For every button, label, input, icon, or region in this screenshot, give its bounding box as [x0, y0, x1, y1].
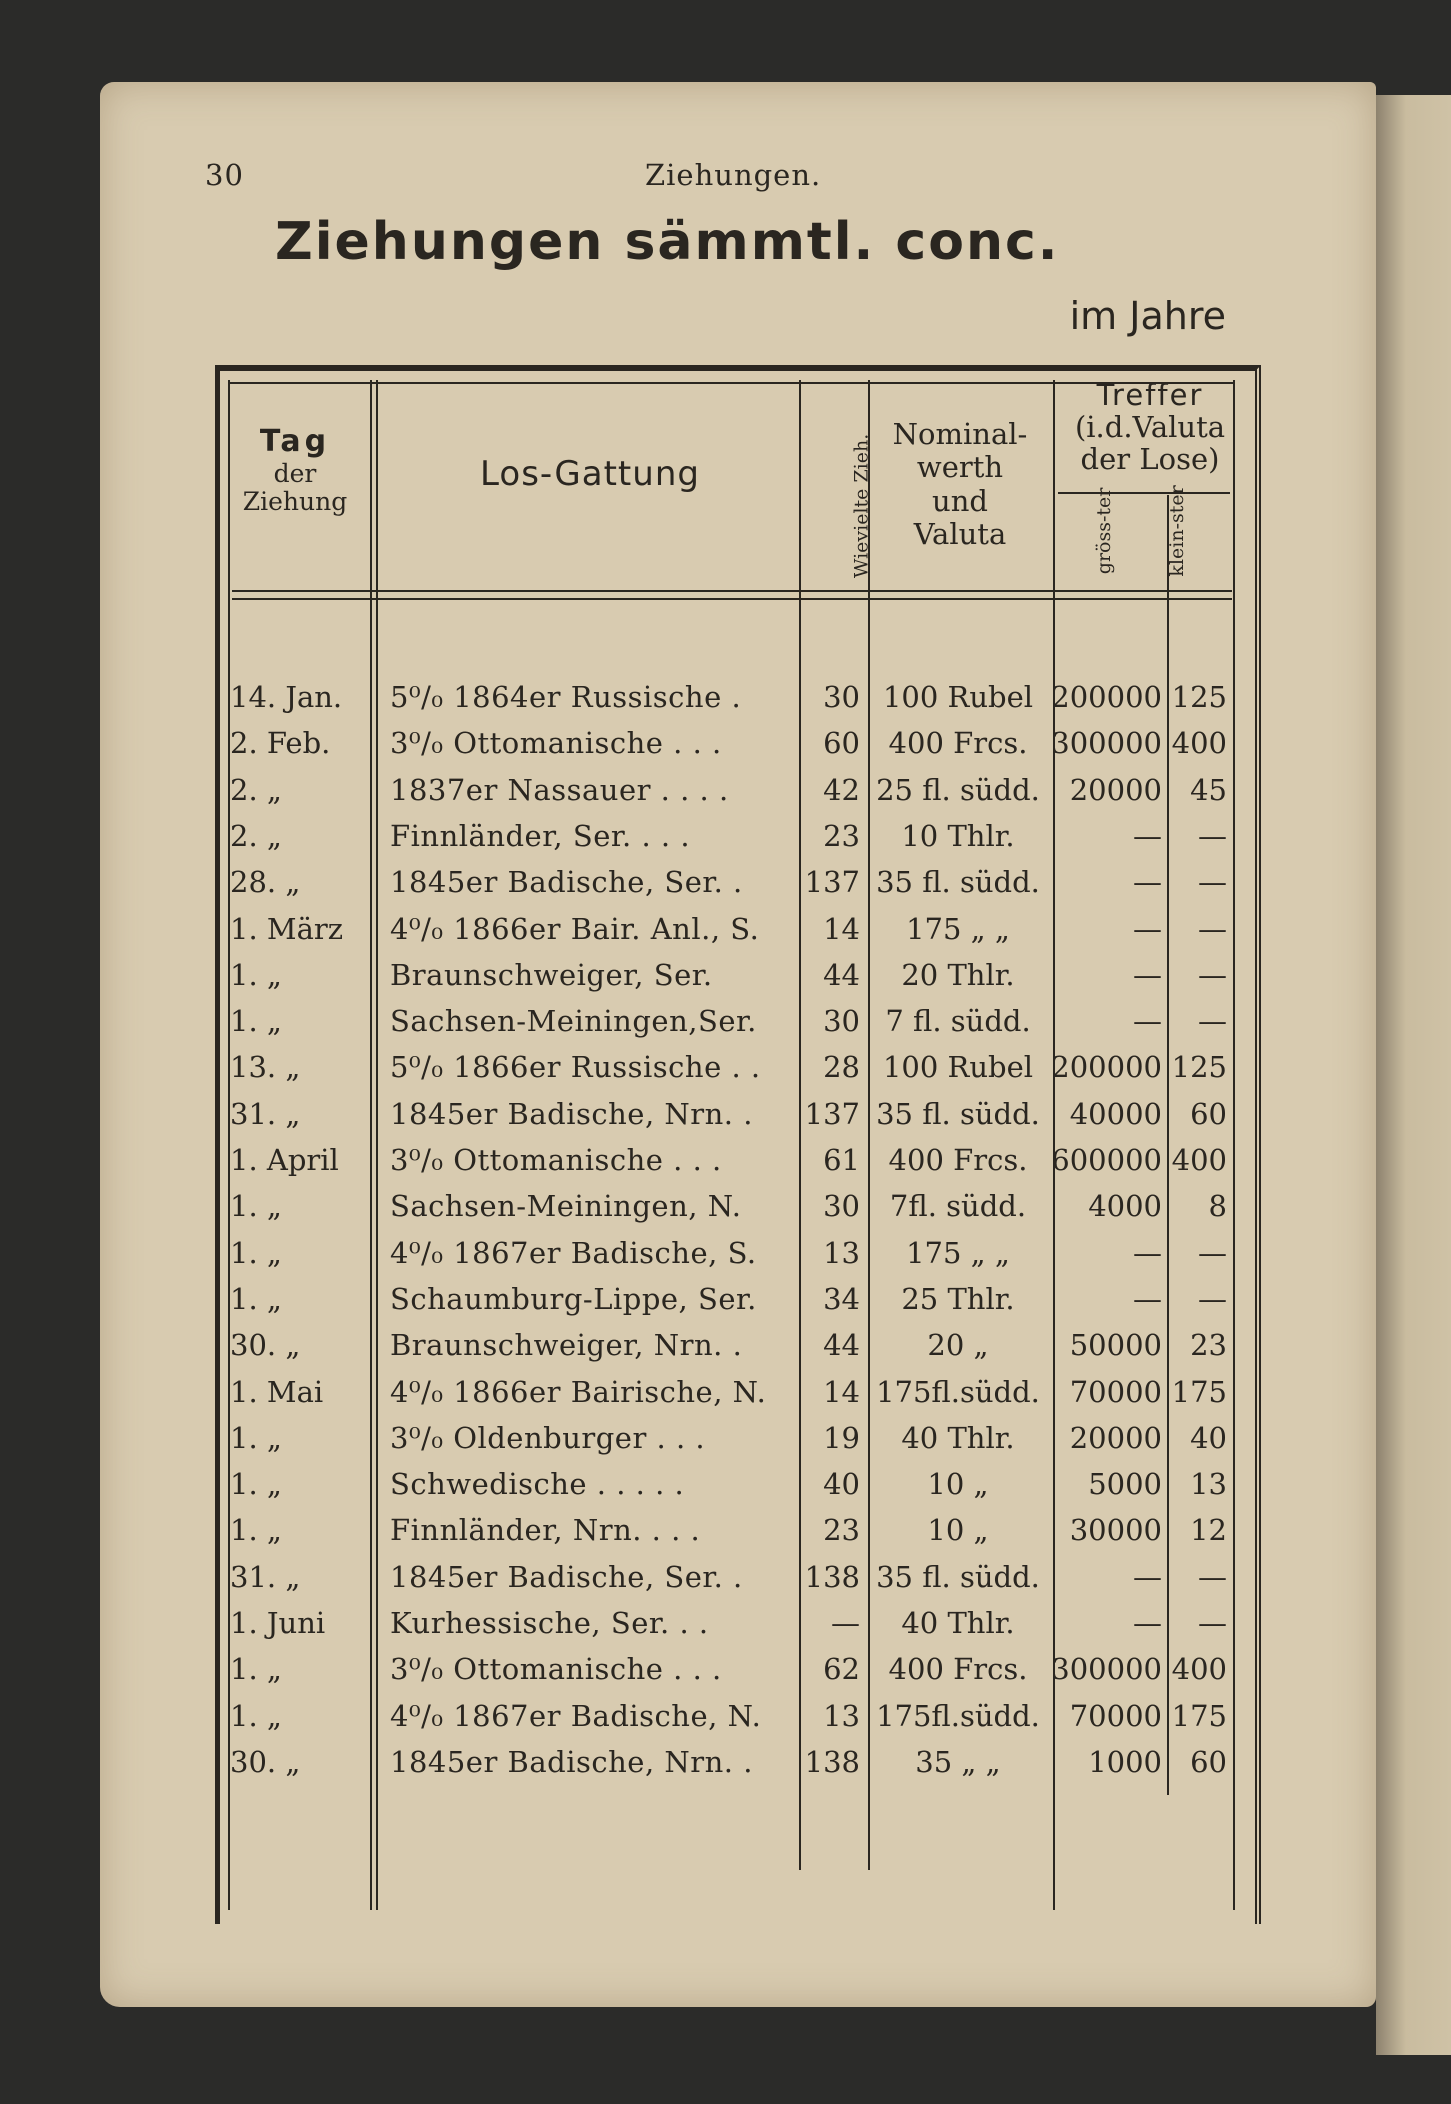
nominal-cell: 175fl.südd. [876, 1374, 1040, 1409]
los-cell: 4⁰/₀ 1866er Bair. Anl., S. [390, 911, 760, 946]
table-row [0, 1050, 1451, 1096]
los-cell: Schaumburg-Lippe, Ser. [390, 1281, 757, 1316]
los-cell: Schwedische . . . . . [390, 1467, 685, 1502]
largest-prize-cell: — [1133, 957, 1162, 992]
date-cell: 1. April [230, 1143, 339, 1177]
header-tag [225, 425, 365, 517]
date-cell: 1. „ [230, 1513, 282, 1548]
smallest-prize-cell: — [1198, 911, 1227, 946]
los-cell: 1845er Badische, Ser. . [390, 1559, 743, 1594]
smallest-prize-cell: — [1198, 1235, 1227, 1270]
drawing-number-cell: 62 [823, 1652, 860, 1687]
largest-prize-cell: 5000 [1088, 1467, 1162, 1502]
table-row [0, 1745, 1451, 1791]
drawing-number-cell: 44 [823, 1328, 860, 1363]
date-cell: 13. „ [230, 1050, 301, 1085]
date-cell: 1. „ [230, 1467, 282, 1502]
table-row [0, 1513, 1451, 1559]
los-cell: Braunschweiger, Ser. [390, 957, 713, 992]
smallest-prize-cell: — [1198, 1004, 1227, 1039]
los-cell: Sachsen-Meiningen,Ser. [390, 1004, 757, 1039]
date-cell: 1. „ [230, 1420, 282, 1455]
row-rule [1058, 492, 1230, 494]
smallest-prize-cell: — [1198, 865, 1227, 900]
drawing-number-cell: 19 [823, 1420, 860, 1455]
table-row [0, 1143, 1451, 1189]
largest-prize-cell: 300000 [1051, 1652, 1162, 1687]
date-cell: 1. Juni [230, 1606, 326, 1640]
drawing-number-cell: 138 [804, 1744, 860, 1779]
running-head: Ziehungen. [645, 158, 822, 192]
smallest-prize-cell: 60 [1190, 1744, 1227, 1779]
los-cell: 4⁰/₀ 1867er Badische, N. [390, 1698, 762, 1733]
los-cell: Finnländer, Ser. . . . [390, 818, 691, 853]
los-cell: 5⁰/₀ 1866er Russische . . [390, 1050, 761, 1085]
drawing-number-cell: 138 [804, 1559, 860, 1594]
nominal-cell: 175 „ „ [906, 1235, 1010, 1270]
smallest-prize-cell: 175 [1171, 1698, 1227, 1733]
smallest-prize-cell: — [1198, 957, 1227, 992]
largest-prize-cell: — [1133, 1235, 1162, 1270]
nominal-cell: 7fl. südd. [889, 1189, 1027, 1224]
header-tag-l3: Ziehung [242, 487, 348, 517]
table-row [0, 1467, 1451, 1513]
los-cell: 1845er Badische, Nrn. . [390, 1096, 753, 1131]
drawing-number-cell: — [831, 1606, 860, 1640]
header-treffer-l2: (i.d.Valuta [1074, 409, 1226, 444]
header-treffer-l3: der Lose) [1080, 441, 1220, 476]
table-row [0, 1606, 1451, 1652]
smallest-prize-cell: — [1198, 1281, 1227, 1316]
nominal-cell: 40 Thlr. [901, 1606, 1015, 1640]
date-cell: 2. Feb. [230, 726, 331, 761]
smallest-prize-cell: 8 [1208, 1189, 1227, 1224]
smallest-prize-cell: 125 [1171, 1050, 1227, 1085]
smallest-prize-cell: 400 [1171, 1143, 1227, 1177]
date-cell: 31. „ [230, 1559, 301, 1594]
largest-prize-cell: — [1133, 1606, 1162, 1640]
smallest-prize-cell: — [1198, 818, 1227, 853]
page-number: 30 [205, 158, 244, 192]
header-tag-l1: Tag [259, 424, 331, 459]
largest-prize-cell: 70000 [1069, 1698, 1162, 1733]
smallest-prize-cell: 175 [1171, 1374, 1227, 1409]
smallest-prize-cell: 60 [1190, 1096, 1227, 1131]
drawing-number-cell: 30 [823, 1004, 860, 1039]
page-subtitle: im Jahre [1069, 294, 1226, 338]
nominal-cell: 400 Frcs. [888, 1652, 1028, 1687]
los-cell: 5⁰/₀ 1864er Russische . [390, 680, 742, 714]
los-cell: 3⁰/₀ Ottomanische . . . [390, 1143, 722, 1177]
largest-prize-cell: — [1133, 818, 1162, 853]
los-cell: Braunschweiger, Nrn. . [390, 1328, 743, 1363]
smallest-prize-cell: 13 [1190, 1467, 1227, 1502]
page-title: Ziehungen sämmtl. conc. [275, 212, 1060, 272]
date-cell: 1. „ [230, 1235, 282, 1270]
header-los-gattung: Los-Gattung [480, 454, 700, 494]
largest-prize-cell: — [1133, 865, 1162, 900]
drawing-number-cell: 13 [823, 1698, 860, 1733]
header-treffer [1055, 380, 1245, 476]
largest-prize-cell: — [1133, 911, 1162, 946]
largest-prize-cell: 1000 [1088, 1744, 1162, 1779]
nominal-cell: 175 „ „ [906, 911, 1010, 946]
header-kleinster: klein-ster [1166, 485, 1189, 577]
table-row [0, 1560, 1451, 1606]
largest-prize-cell: — [1133, 1281, 1162, 1316]
nominal-cell: 7 fl. südd. [885, 1004, 1031, 1039]
smallest-prize-cell: — [1198, 1606, 1227, 1640]
largest-prize-cell: 300000 [1051, 726, 1162, 761]
smallest-prize-cell: 125 [1171, 680, 1227, 714]
nominal-cell: 400 Frcs. [888, 1143, 1028, 1177]
table-row [0, 958, 1451, 1004]
drawing-number-cell: 137 [804, 865, 860, 900]
date-cell: 1. „ [230, 957, 282, 992]
table-row [0, 865, 1451, 911]
date-cell: 1. „ [230, 1698, 282, 1733]
drawing-number-cell: 13 [823, 1235, 860, 1270]
drawing-number-cell: 60 [823, 726, 860, 761]
date-cell: 1. „ [230, 1004, 282, 1039]
header-nom-l2: werth [916, 450, 1004, 485]
date-cell: 31. „ [230, 1096, 301, 1131]
largest-prize-cell: 4000 [1088, 1189, 1162, 1224]
date-cell: 28. „ [230, 865, 301, 900]
drawing-number-cell: 23 [823, 1513, 860, 1548]
nominal-cell: 10 Thlr. [901, 818, 1015, 853]
los-cell: Kurhessische, Ser. . . [390, 1606, 709, 1640]
nominal-cell: 10 „ [927, 1467, 989, 1502]
drawing-number-cell: 40 [823, 1467, 860, 1502]
row-rule [232, 598, 1232, 600]
largest-prize-cell: — [1133, 1559, 1162, 1594]
header-nom-l4: Valuta [913, 517, 1007, 552]
nominal-cell: 35 fl. südd. [876, 865, 1040, 900]
smallest-prize-cell: 45 [1190, 772, 1227, 807]
running-header [205, 158, 1225, 198]
largest-prize-cell: 20000 [1069, 772, 1162, 807]
smallest-prize-cell: 400 [1171, 1652, 1227, 1687]
table-row [0, 1004, 1451, 1050]
table-row [0, 1421, 1451, 1467]
drawing-number-cell: 42 [823, 772, 860, 807]
nominal-cell: 175fl.südd. [876, 1698, 1040, 1733]
table-row [0, 726, 1451, 772]
los-cell: 4⁰/₀ 1866er Bairische, N. [390, 1374, 767, 1409]
date-cell: 1. „ [230, 1281, 282, 1316]
nominal-cell: 25 fl. südd. [876, 772, 1040, 807]
los-cell: 1845er Badische, Ser. . [390, 865, 743, 900]
largest-prize-cell: 40000 [1069, 1096, 1162, 1131]
nominal-cell: 100 Rubel [882, 680, 1034, 714]
nominal-cell: 400 Frcs. [888, 726, 1028, 761]
largest-prize-cell: — [1133, 1004, 1162, 1039]
drawing-number-cell: 14 [823, 1374, 860, 1409]
date-cell: 30. „ [230, 1744, 301, 1779]
nominal-cell: 40 Thlr. [901, 1420, 1015, 1455]
date-cell: 1. „ [230, 1189, 282, 1224]
drawing-number-cell: 61 [823, 1143, 860, 1177]
drawing-number-cell: 137 [804, 1096, 860, 1131]
nominal-cell: 20 Thlr. [901, 957, 1015, 992]
drawing-number-cell: 44 [823, 957, 860, 992]
nominal-cell: 35 „ „ [915, 1744, 1001, 1779]
nominal-cell: 100 Rubel [882, 1050, 1034, 1085]
table-row [0, 680, 1451, 726]
nominal-cell: 35 fl. südd. [876, 1096, 1040, 1131]
table-row [0, 1652, 1451, 1698]
table-row [0, 819, 1451, 865]
header-nom-l3: und [932, 483, 988, 518]
row-rule [232, 590, 1232, 592]
smallest-prize-cell: 12 [1190, 1513, 1227, 1548]
header-nom-l1: Nominal- [892, 417, 1028, 451]
date-cell: 1. Mai [230, 1374, 324, 1409]
header-groesster: gröss-ter [1093, 487, 1116, 575]
date-cell: 14. Jan. [230, 680, 343, 714]
date-cell: 30. „ [230, 1328, 301, 1363]
nominal-cell: 35 fl. südd. [876, 1559, 1040, 1594]
largest-prize-cell: 200000 [1051, 680, 1162, 714]
table-row [0, 1236, 1451, 1282]
largest-prize-cell: 600000 [1051, 1143, 1162, 1177]
date-cell: 1. März [230, 911, 344, 946]
drawing-number-cell: 30 [823, 680, 860, 714]
header-treffer-l1: Treffer [1096, 378, 1204, 412]
smallest-prize-cell: 40 [1190, 1420, 1227, 1455]
drawing-number-cell: 34 [823, 1281, 860, 1316]
los-cell: 3⁰/₀ Oldenburger . . . [390, 1420, 706, 1455]
smallest-prize-cell: 23 [1190, 1328, 1227, 1363]
largest-prize-cell: 50000 [1069, 1328, 1162, 1363]
table-row [0, 912, 1451, 958]
los-cell: Sachsen-Meiningen, N. [390, 1189, 742, 1224]
date-cell: 1. „ [230, 1652, 282, 1687]
largest-prize-cell: 20000 [1069, 1420, 1162, 1455]
largest-prize-cell: 70000 [1069, 1374, 1162, 1409]
nominal-cell: 10 „ [927, 1513, 989, 1548]
nominal-cell: 20 „ [927, 1328, 989, 1363]
table-row [0, 1328, 1451, 1374]
drawing-number-cell: 28 [823, 1050, 860, 1085]
los-cell: 1845er Badische, Nrn. . [390, 1744, 753, 1779]
largest-prize-cell: 200000 [1051, 1050, 1162, 1085]
los-cell: 1837er Nassauer . . . . [390, 772, 729, 807]
largest-prize-cell: 30000 [1069, 1513, 1162, 1548]
table-row [0, 1699, 1451, 1745]
drawing-number-cell: 23 [823, 818, 860, 853]
header-nominalwerth [870, 418, 1050, 551]
los-cell: 3⁰/₀ Ottomanische . . . [390, 1652, 722, 1687]
table-row [0, 773, 1451, 819]
table-row [0, 1097, 1451, 1143]
los-cell: Finnländer, Nrn. . . . [390, 1513, 701, 1548]
date-cell: 2. „ [230, 818, 282, 853]
nominal-cell: 25 Thlr. [901, 1281, 1015, 1316]
table-row [0, 1375, 1451, 1421]
header-tag-l2: der [273, 458, 317, 488]
drawing-number-cell: 30 [823, 1189, 860, 1224]
table-row [0, 1282, 1451, 1328]
table-row [0, 1189, 1451, 1235]
los-cell: 3⁰/₀ Ottomanische . . . [390, 726, 722, 761]
drawing-number-cell: 14 [823, 911, 860, 946]
smallest-prize-cell: 400 [1171, 726, 1227, 761]
los-cell: 4⁰/₀ 1867er Badische, S. [390, 1235, 757, 1270]
smallest-prize-cell: — [1198, 1559, 1227, 1594]
date-cell: 2. „ [230, 772, 282, 807]
header-wievielte: Wievielte Zieh. [850, 433, 873, 579]
